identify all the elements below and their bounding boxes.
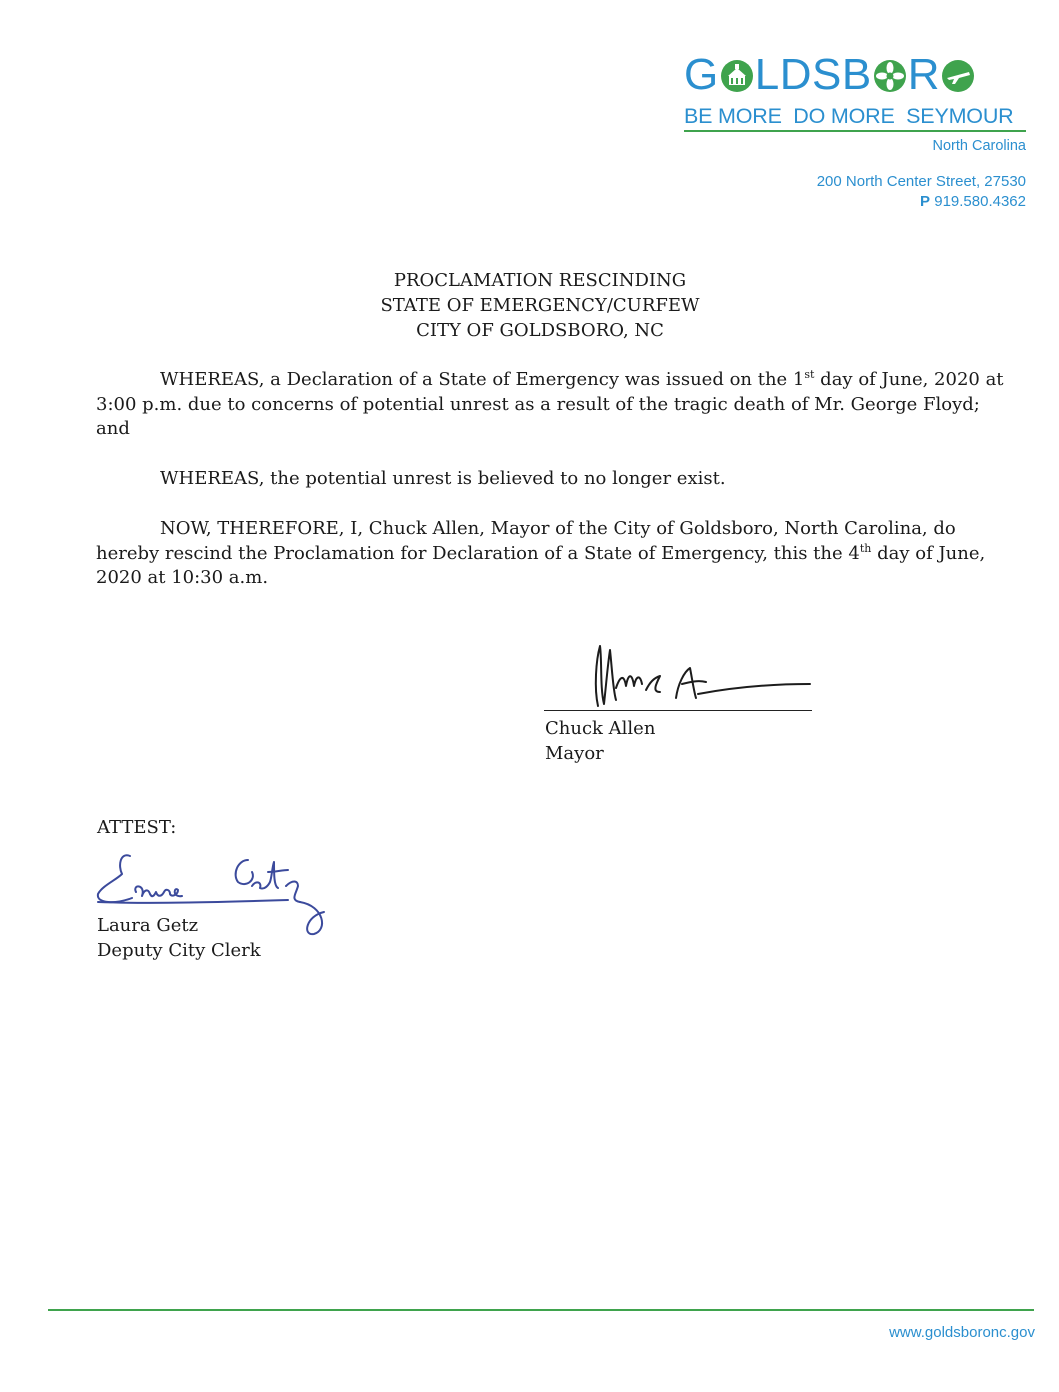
clerk-signature-block — [97, 913, 261, 963]
title-line-3: CITY OF GOLDSBORO, NC — [416, 320, 664, 341]
document-title — [300, 268, 780, 343]
whereas-paragraph-1 — [96, 368, 1004, 442]
footer-divider — [48, 1309, 1034, 1311]
city-tagline: BE MORE DO MORE SEYMOUR — [684, 104, 1014, 128]
phone-prefix: P — [920, 193, 931, 210]
p2-line-1 — [96, 467, 726, 492]
p1-line-1 — [96, 368, 1004, 393]
attest-label: ATTEST: — [97, 817, 177, 838]
phone-number: 919.580.4362 — [934, 193, 1026, 210]
city-logo — [684, 50, 976, 100]
p2-text: WHEREAS, the potential unrest is believed to no longer exist. — [160, 468, 726, 489]
p3-text-2b: day of June, — [871, 542, 986, 564]
p3-line-3: 2020 at 10:30 a.m. — [96, 567, 269, 588]
p3-ordinal: th — [859, 541, 872, 555]
flower-icon — [873, 59, 907, 93]
p3-text-1: NOW, THEREFORE, I, Chuck Allen, Mayor of the City of Goldsboro, North Carolina, do — [160, 518, 956, 539]
street-address: 200 North Center Street, 27530 — [816, 173, 1026, 190]
tagline-underline — [684, 130, 1026, 132]
phone-line — [720, 192, 1026, 212]
p1-text-b: day of June, 2020 at — [814, 369, 1004, 390]
logo-text-part1: G — [684, 50, 719, 99]
jet-icon — [941, 59, 975, 93]
logo-text-part3: R — [907, 50, 940, 99]
courthouse-icon — [720, 59, 754, 93]
mayor-title: Mayor — [545, 743, 604, 764]
whereas-paragraph-2 — [96, 467, 726, 492]
therefore-paragraph — [96, 517, 985, 591]
contact-block — [720, 172, 1026, 212]
footer-website: www.goldsboronc.gov — [889, 1324, 1035, 1341]
clerk-title: Deputy City Clerk — [97, 940, 261, 961]
logo-text-part2: LDSB — [754, 50, 872, 99]
mayor-signature-line — [544, 710, 812, 711]
p1-text-a: WHEREAS, a Declaration of a State of Emergency was issued on the 1 — [160, 369, 805, 390]
mayor-signature-block — [545, 716, 655, 766]
p3-line-1 — [96, 517, 985, 542]
p1-line-3: and — [96, 418, 130, 439]
p3-text-2a: hereby rescind the Proclamation for Declaration of a State of Emergency, this the 4 — [96, 542, 860, 564]
mayor-signature — [580, 638, 820, 714]
title-line-1: PROCLAMATION RESCINDING — [393, 270, 687, 291]
title-line-2: STATE OF EMERGENCY/CURFEW — [380, 295, 700, 316]
clerk-name: Laura Getz — [97, 915, 199, 936]
p3-line-2 — [96, 542, 985, 567]
state-name: North Carolina — [932, 138, 1026, 154]
p1-line-2: 3:00 p.m. due to concerns of potential unrest as a result of the tragic death of Mr. George Floyd; — [96, 393, 980, 415]
mayor-name: Chuck Allen — [545, 718, 656, 739]
p1-ordinal: st — [804, 368, 815, 381]
